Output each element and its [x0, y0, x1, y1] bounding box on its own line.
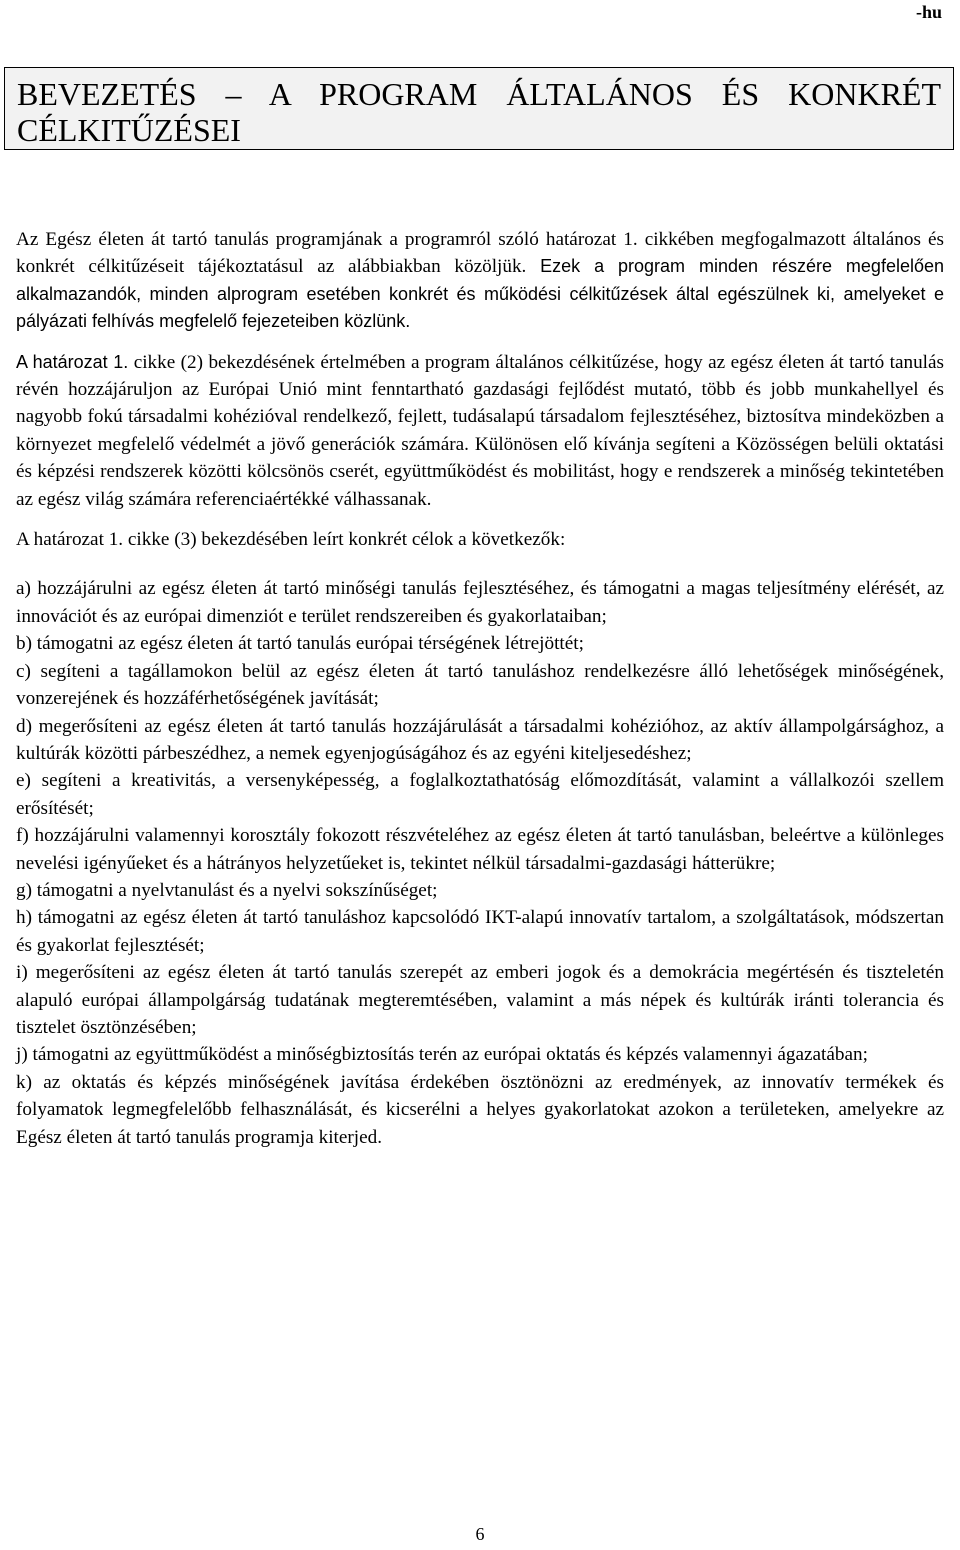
- article2-start: A határozat 1.: [16, 351, 129, 372]
- objective-f: f) hozzájárulni valamennyi korosztály fokozott részvételéhez az egész életen át tartó tanulásban, beleértve a különleges nevelési igényűeket és a hátrányos helyzetűeket is, tekintet nélkül társadalmi-gazdasági hátterükre;: [16, 825, 944, 874]
- objective-a: a) hozzájárulni az egész életen át tartó minőségi tanulás fejlesztéséhez, és támogatni a magas teljesítmény elérését, az innovációt és az európai dimenziót e terület rendszereiben és gyakorlataiban;: [16, 578, 944, 627]
- intro-text: Az Egész életen át tartó tanulás programjának a programról szóló határozat 1. cikkében megfogalmazott általános és konkrét célkitűzéseit tájékoztatásul az alábbiakban közöljük.: [16, 229, 944, 278]
- objective-i: i) megerősíteni az egész életen át tartó tanulás szerepét az emberi jogok és a demokrácia megértésén és tiszteletén alapuló európai állampolgárság tudatának megteremtésében, valamint a más népek és kultúrák iránti tolerancia és tisztelet ösztönzésében;: [16, 962, 944, 1038]
- objective-h: h) támogatni az egész életen át tartó tanuláshoz kapcsolódó IKT-alapú innovatív tartalom, a szolgáltatások, módszertan és gyakorlat fejlesztését;: [16, 907, 944, 956]
- article2-text: cikke (2) bekezdésének értelmében a program általános célkitűzése, hogy az egész életen át tartó tanulás révén hozzájáruljon az Európai Unió mint fenntartható gazdasági fejlődést mutató, több és jobb munkahellyel és nagyobb fokú társadalmi kohézióval rendelkező, fejlett, tudásalapú társadalom fejlesztéséhez, biztosítva mindeközben a környezet megfelelő védelmét a jövő generációk számára. Különösen elő kívánja segíteni a Közösségen belüli oktatási és képzési rendszerek közötti kölcsönös cserét, együttműködést és mobilitást, hogy e rendszerek a minőség tekintetében az egész világ számára referenciaértékké válhassanak.: [16, 351, 944, 510]
- objective-j: j) támogatni az együttműködést a minőségbiztosítás terén az európai oktatás és képzés valamennyi ágazatában;: [16, 1044, 868, 1066]
- objective-e: e) segíteni a kreativitás, a versenyképesség, a foglalkoztathatóság előmozdítását, valamint a vállalkozói szellem erősítését;: [16, 770, 944, 819]
- title-line-1: BEVEZETÉS – A PROGRAM ÁLTALÁNOS ÉS KONKRÉT: [17, 76, 941, 112]
- objective-g: g) támogatni a nyelvtanulást és a nyelvi sokszínűséget;: [16, 879, 438, 901]
- page-title: [17, 76, 941, 148]
- general-objective-paragraph: [16, 349, 944, 513]
- title-line-2: CÉLKITŰZÉSEI: [17, 112, 241, 148]
- language-tag: -hu: [915, 2, 942, 22]
- objective-b: b) támogatni az egész életen át tartó tanulás európai térségének létrejöttét;: [16, 633, 584, 655]
- intro-sans-text: Ezek a program minden részére megfelelően alkalmazandók, minden alprogram esetében konkrét és működési célkitűzések által egészülnek ki, amelyeket e pályázati felhívás megfelelő fejezeteiben közlünk.: [16, 256, 945, 332]
- intro-paragraph: [16, 226, 944, 336]
- title-box: [4, 67, 954, 150]
- objective-c: c) segíteni a tagállamokon belül az egész életen át tartó tanuláshoz rendelkezésre álló lehetőségek minőségének, vonzerejének és hozzáférhetőségének javítását;: [16, 660, 944, 710]
- specific-objectives-intro: A határozat 1. cikke (3) bekezdésében leírt konkrét célok a következők:: [16, 529, 566, 551]
- objective-k: k) az oktatás és képzés minőségének javítása érdekében ösztönözni az eredmények, az innovatív termékek és folyamatok legmegfelelőbb felhasználását, és kicserélni a helyes gyakorlatokat azokon a területeken, amelyekre az Egész életen át tartó tanulás programja kiterjed.: [16, 1071, 944, 1148]
- document-body: [16, 226, 944, 1151]
- objective-d: d) megerősíteni az egész életen át tartó tanulás hozzájárulását a társadalmi kohézióhoz, az aktív állampolgársághoz, a kultúrák közötti párbeszédhez, a nemek egyenjogúságához és az egyéni kiteljesedéshez;: [16, 715, 944, 764]
- page-number: 6: [475, 1524, 485, 1544]
